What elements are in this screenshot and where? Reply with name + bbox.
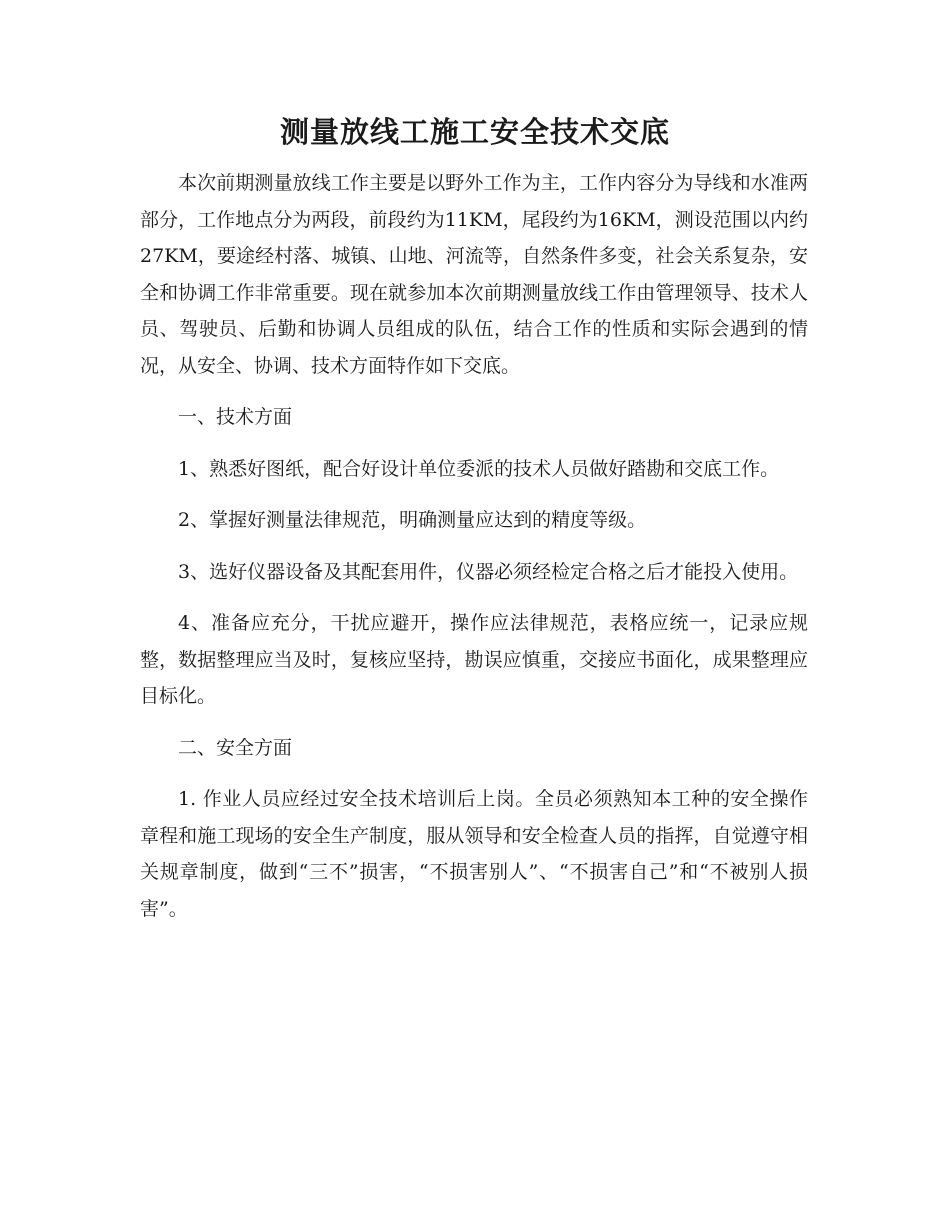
- document-title: 测量放线工施工安全技术交底: [279, 115, 670, 149]
- technical-item-2: 2、掌握好测量法律规范，明确测量应达到的精度等级。: [178, 509, 647, 531]
- section-heading-technical: 一、技术方面: [178, 406, 293, 428]
- technical-item-4: 4、准备应充分，干扰应避开，操作应法律规范，表格应统一，记录应规整，数据整理应当及时，复核应坚持，勘误应慎重，交接应书面化，成果整理应目标化。: [140, 612, 808, 707]
- safety-item-1: 1. 作业人员应经过安全技术培训后上岗。全员必须熟知本工种的安全操作章程和施工现场的安全生产制度，服从领导和安全检查人员的指挥，自觉遵守相关规章制度，做到“三不”损害，“不损害别人”、“不损害自己”和“不被别人损害”。: [140, 788, 808, 920]
- technical-item-1: 1、熟悉好图纸，配合好设计单位委派的技术人员做好踏勘和交底工作。: [178, 457, 780, 480]
- intro-paragraph: 本次前期测量放线工作主要是以野外工作为主，工作内容分为导线和水准两部分，工作地点分为两段，前段约为11KM，尾段约为16KM，测设范围以内约27KM，要途经村落、城镇、山地、河流等，自然条件多变，社会关系复杂，安全和协调工作非常重要。现在就参加本次前期测量放线工作由管理领导、技术人员、驾驶员、后勤和协调人员组成的队伍，结合工作的性质和实际会遇到的情况，从安全、协调、技术方面特作如下交底。: [140, 172, 808, 377]
- document-body: [140, 165, 808, 942]
- technical-item-3: 3、选好仪器设备及其配套用件，仪器必须经检定合格之后才能投入使用。: [178, 560, 799, 583]
- section-heading-safety: 二、安全方面: [178, 736, 293, 759]
